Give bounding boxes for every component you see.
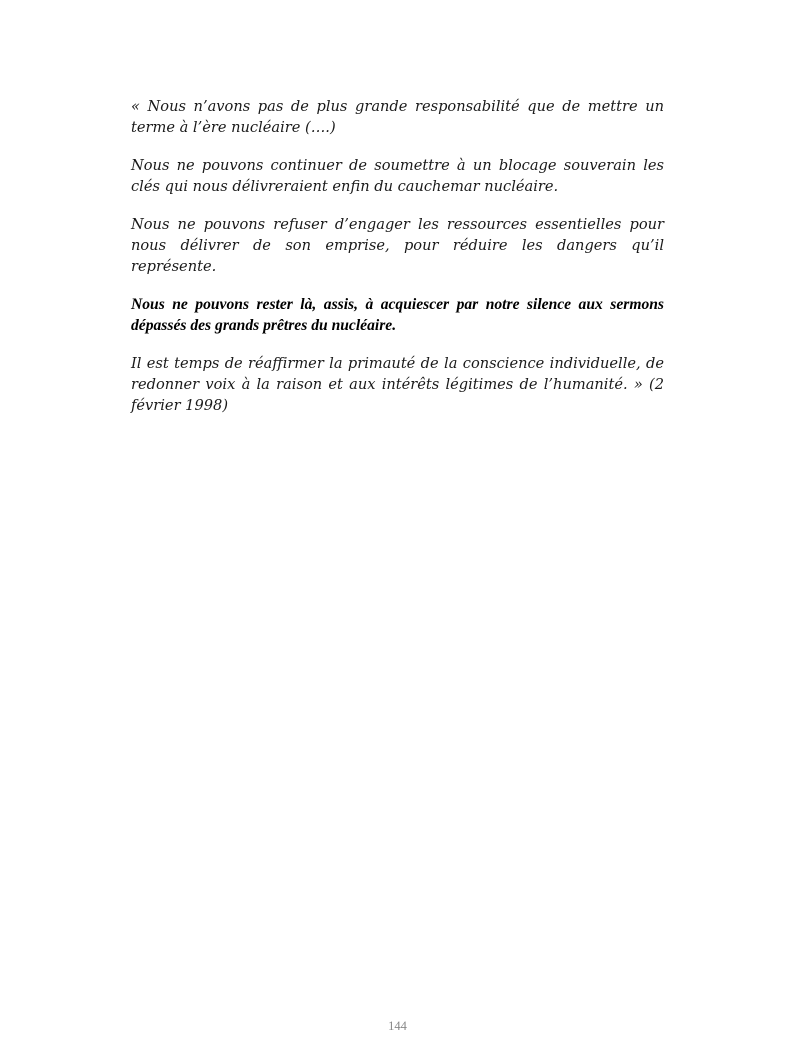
paragraph-3: Nous ne pouvons refuser d’engager les ressources essentielles pour nous délivrer de son emprise, pour réduire les dangers qu’il représente.: [131, 216, 664, 275]
page-number: 144: [388, 1019, 407, 1033]
paragraph-5: Il est temps de réaffirmer la primauté de la conscience individuelle, de redonner voix à la raison et aux intérêts légitimes de l’humanité. » (2 février 1998): [131, 355, 664, 414]
paragraph-4-bold: Nous ne pouvons rester là, assis, à acquiescer par notre silence aux sermons dépassés des grands prêtres du nucléaire.: [131, 296, 664, 334]
paragraph-2: Nous ne pouvons continuer de soumettre à un blocage souverain les clés qui nous délivreraient enfin du cauchemar nucléaire.: [131, 157, 664, 195]
quote-block: [131, 96, 664, 433]
paragraph-1: « Nous n’avons pas de plus grande responsabilité que de mettre un terme à l’ère nucléaire (….): [131, 98, 664, 136]
